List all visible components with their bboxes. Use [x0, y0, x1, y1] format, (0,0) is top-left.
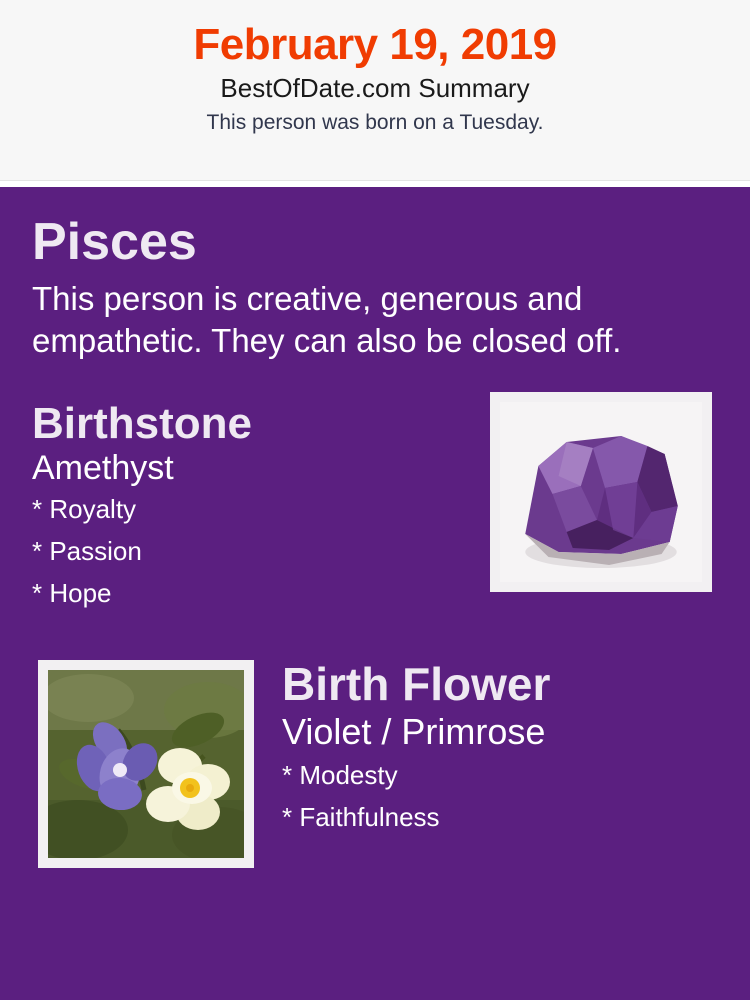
site-name: BestOfDate.com Summary — [220, 73, 530, 104]
zodiac-section — [32, 215, 718, 362]
birthflower-name: Violet / Primrose — [282, 710, 546, 752]
zodiac-description: This person is creative, generous and empathetic. They can also be closed off. — [32, 279, 622, 359]
birthflower-section — [32, 660, 718, 880]
header-divider — [0, 180, 750, 187]
birth-weekday-text: This person was born on a Tuesday. — [206, 110, 544, 134]
main-content — [0, 187, 750, 1000]
header — [0, 0, 750, 180]
birthflower-trait: * Faithfulness — [282, 802, 440, 833]
amethyst-photo — [500, 402, 702, 582]
birthflower-text — [282, 660, 718, 833]
birthstone-title: Birthstone — [32, 399, 252, 449]
violet-primrose-photo — [48, 670, 244, 858]
birthstone-trait: * Passion — [32, 535, 142, 566]
page-title: February 19, 2019 — [193, 20, 557, 69]
birthstone-trait: * Hope — [32, 577, 112, 608]
birthflower-trait: * Modesty — [282, 760, 398, 791]
birthstone-text — [32, 400, 472, 609]
amethyst-photo-frame — [490, 392, 712, 592]
birthstone-section — [32, 400, 718, 630]
birthstone-trait: * Royalty — [32, 493, 137, 524]
birthstone-name: Amethyst — [32, 448, 174, 487]
zodiac-sign-name: Pisces — [32, 213, 197, 271]
birthflower-title: Birth Flower — [282, 658, 551, 711]
violet-primrose-photo-frame — [38, 660, 254, 868]
